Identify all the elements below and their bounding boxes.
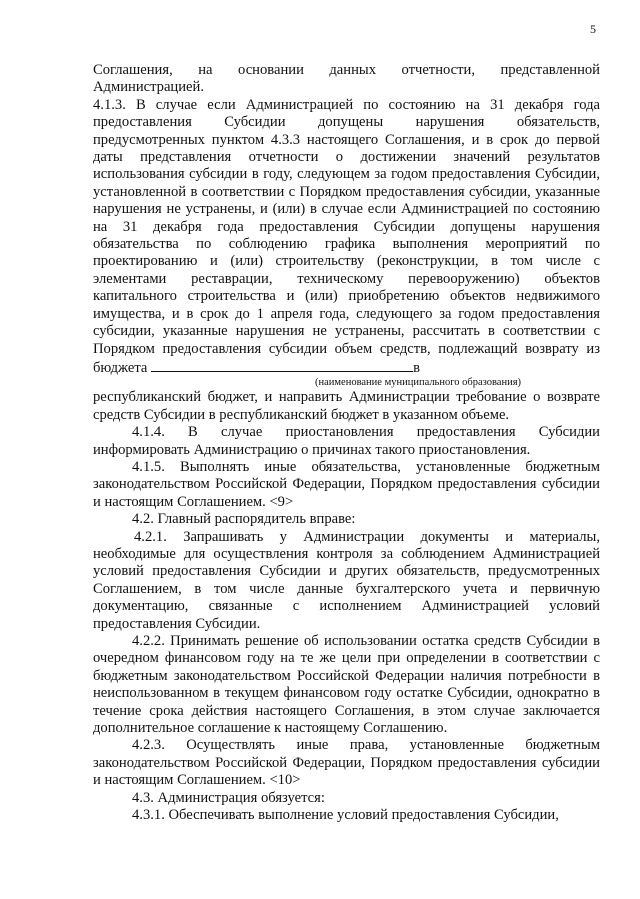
paragraph-continuation: Соглашения, на основании данных отчетности, представленной Администрацией.: [93, 62, 600, 96]
paragraph-4-3: 4.3. Администрация обязуется:: [132, 789, 325, 806]
paragraph-4-1-3-text: 4.1.3. В случае если Администрацией по состоянию на 31 декабря года предоставления Субсидии допущены нарушения обязательств, предусмотренных пунктом 4.3.3 настоящего Соглашения, и в срок до первой даты представления отчетности о достижении значений результатов использования субсидии в году, следующем за годом предоставления Субсидии, установленной в соответствии с Порядком предоставления субсидии, указанные нарушения не устранены, и (или) в случае если Администрацией по состоянию на 31 декабря года предоставления Субсидии допущены нарушения обязательства по соблюдению графика выполнения мероприятий по проектированию и (или) строительству (реконструкции, в том числе с элементами реставрации, техническому перевооружению) объектов капитального строительства и (или) приобретению объектов недвижимого имущества, и в срок до 1 апреля года, следующего за годом предоставления субсидии, указанные нарушения не устранены, рассчитать в соответствии с Порядком предоставления субсидии объем средств, подлежащий возврату из бюджета: [93, 96, 600, 376]
paragraph-4-1-3: [93, 97, 600, 378]
paragraph-4-2: 4.2. Главный распорядитель вправе:: [132, 511, 356, 528]
paragraph-4-2-2: 4.2.2. Принимать решение об использовании остатка средств Субсидии в очередном финансовом году на те же цели при определении в соответствии с бюджетным законодательством Российской Федерации наличия потребности в неиспользованном в текущем финансовом году остатке Субсидии, однократно в течение срока действия настоящего Соглашения, в этом случае заключается дополнительное соглашение к настоящему Соглашению.: [93, 633, 600, 737]
paragraph-4-3-1: 4.3.1. Обеспечивать выполнение условий предоставления Субсидии,: [132, 807, 559, 824]
paragraph-4-1-5: 4.1.5. Выполнять иные обязательства, установленные бюджетным законодательством Российской Федерации, Порядком предоставления субсидии и настоящим Соглашением. <9>: [93, 458, 600, 510]
paragraph-4-1-3-continued: республиканский бюджет, и направить Администрации требование о возврате средств Субсидии в республиканский бюджет в указанном объеме.: [93, 389, 600, 423]
document-body: [93, 62, 600, 824]
paragraph-4-2-1: 4.2.1. Запрашивать у Администрации документы и материалы, необходимые для осуществления контроля за соблюдением Администрацией условий предоставления Субсидии и других обязательств, предусмотренных Соглашением, в том числе данные бухгалтерского учета и первичную документацию, связанные с исполнением Администрацией условий предоставления Субсидии.: [93, 528, 600, 632]
paragraph-4-2-3: 4.2.3. Осуществлять иные права, установленные бюджетным законодательством Российской Федерации, Порядком предоставления субсидии и настоящим Соглашением. <10>: [93, 737, 600, 789]
municipality-caption: (наименование муниципального образования): [315, 377, 522, 389]
municipality-blank-line: [151, 358, 413, 372]
paragraph-4-1-3-tail: в: [413, 359, 420, 376]
page-number: 5: [590, 22, 596, 36]
paragraph-4-1-4: 4.1.4. В случае приостановления предоставления Субсидии информировать Администрацию о причинах такого приостановления.: [93, 424, 600, 458]
